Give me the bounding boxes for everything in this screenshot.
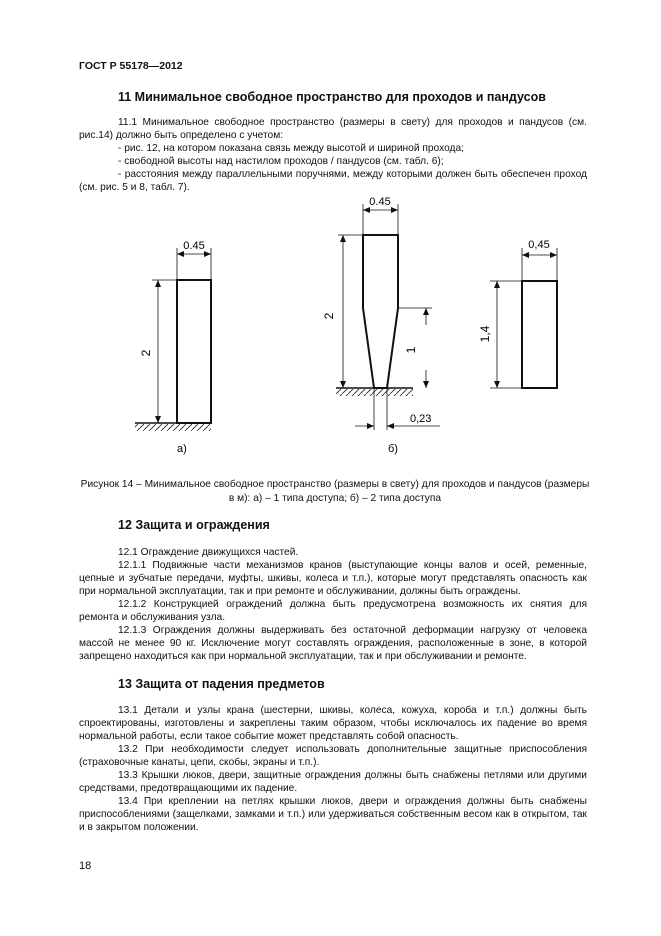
- section-13-title: 13 Защита от падения предметов: [118, 677, 325, 691]
- height-dim-label-c: 1,4: [478, 325, 492, 343]
- section-13-para: 13.4 При креплении на петлях крышки люков, двери и ограждения должны быть снабжены приспособлениями (защелками, замками и т.п.) или удерживаться собственным весом как в открытом, так и в закрытом положении.: [79, 796, 587, 833]
- diagram-a: [135, 240, 211, 455]
- section-13-para: 13.1 Детали и узлы крана (шестерни, шкивы, колеса, кожуха, короба и т.п.) должны быть спроектированы, изготовлены и закреплены таким образом, чтобы исключалось их падение во время нормальной работы, если такое событие может представлять собой опасность.: [79, 705, 587, 742]
- section-11-intro: 11.1 Минимальное свободное пространство (размеры в свету) для проходов и пандусов (см. рис.14) должно быть определено с учетом:: [79, 117, 587, 141]
- lower-dim-label-b: 1: [404, 346, 418, 354]
- floor-hatch-a: [135, 424, 211, 431]
- figure-caption: Рисунок 14 – Минимальное свободное пространство (размеры в свету) для проходов и пандусов (размеры в м): а) – 1 типа доступа; б) – 2 типа доступа: [80, 479, 590, 504]
- passage-outline-b: [363, 235, 398, 388]
- diagram-b-label: б): [388, 443, 398, 455]
- section-12-title: 12 Защита и ограждения: [118, 518, 270, 532]
- page-number: 18: [79, 860, 92, 872]
- bottom-dim-label-b: 0,23: [410, 413, 432, 425]
- diagram-b: [322, 196, 440, 455]
- passage-outline-c: [522, 281, 557, 388]
- section-11-title: 11 Минимальное свободное пространство для проходов и пандусов: [118, 90, 546, 104]
- section-12-para: 12.1.1 Подвижные части механизмов кранов (выступающие концы валов и осей, ременные, цепные и зубчатые передачи, муфты, шкивы, колеса и т.п.), которые могут представлять опасность как при нормальной эксплуатации, так и при ремонте и обслуживании, должны быть ограждены.: [79, 560, 587, 597]
- figure-14: [0, 190, 661, 470]
- section-11-item: - свободной высоты над настилом проходов / пандусов (см. табл. 6);: [118, 156, 444, 167]
- section-13-para: 13.2 При необходимости следует использовать дополнительные защитные приспособления (страховочные канаты, цепи, скобы, экраны и т.п.).: [79, 744, 587, 768]
- width-dim-label-c: 0,45: [528, 239, 550, 251]
- width-dim-label-b: 0.45: [369, 196, 391, 208]
- height-dim-label-a: 2: [139, 349, 153, 357]
- width-dim-label-a: 0.45: [183, 240, 205, 252]
- floor-hatch-b: [336, 389, 413, 396]
- section-12-para: 12.1.2 Конструкцией ограждений должна быть предусмотрена возможность их снятия для ремонта и обслуживания узла.: [79, 599, 587, 623]
- section-11-item: - расстояния между параллельными поручнями, между которыми должен быть обеспечен проход (см. рис. 5 и 8, табл. 7).: [79, 169, 587, 193]
- section-11-item: - рис. 12, на котором показана связь между высотой и шириной прохода;: [118, 143, 464, 154]
- height-dim-label-b: 2: [322, 312, 336, 320]
- diagram-a-label: а): [177, 443, 187, 455]
- document-header: ГОСТ Р 55178—2012: [79, 60, 183, 72]
- section-12-para: 12.1.3 Ограждения должны выдерживать без остаточной деформации нагрузку от человека массой не менее 90 кг. Исключение могут составлять ограждения, расположенные в зоне, в которой запрещено находиться как при нормальной эксплуатации, так и при обслуживании и ремонте.: [79, 625, 587, 662]
- section-12-para: 12.1 Ограждение движущихся частей.: [118, 547, 299, 558]
- diagram-c: [478, 239, 557, 388]
- passage-outline-a: [177, 280, 211, 423]
- section-13-para: 13.3 Крышки люков, двери, защитные ограждения должны быть снабжены петлями или другими средствами, предотвращающими их падение.: [79, 770, 587, 794]
